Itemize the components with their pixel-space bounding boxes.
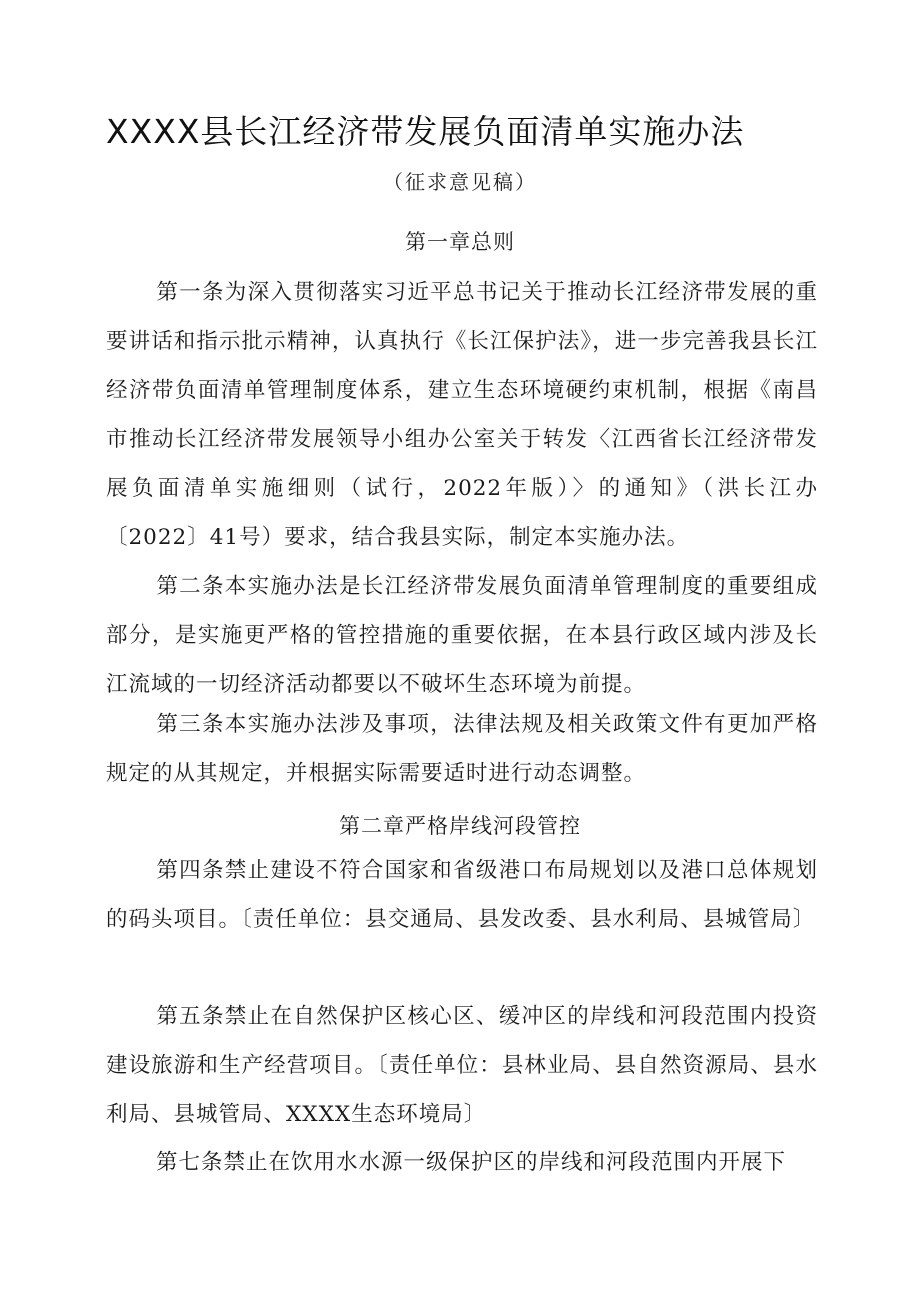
chapter-heading: 第一章总则 bbox=[405, 230, 515, 254]
article-text: 第七条禁止在饮用水水源一级保护区的岸线和河段范围内开展下 bbox=[156, 1150, 787, 1175]
article-paragraph bbox=[106, 846, 818, 944]
article-text: 第五条禁止在自然保护区核心区、缓冲区的岸线和河段范围内投资建设旅游和生产经营项目。〔责任单位：县林业局、县自然资源局、县水利局、县城管局、XXXX生态环境局〕 bbox=[106, 1004, 818, 1127]
document-title: XXXX县长江经济带发展负面清单实施办法 bbox=[106, 112, 745, 151]
article-paragraph bbox=[106, 562, 818, 709]
article-text: 第一条为深入贯彻落实习近平总书记关于推动长江经济带发展的重要讲话和指示批示精神，认真执行《长江保护法》，进一步完善我县长江经济带负面清单管理制度体系，建立生态环境硬约束机制，根据《南昌市推动长江经济带发展领导小组办公室关于转发〈江西省长江经济带发展负面清单实施细则（试行，2022年版）〉的通知》（洪长江办〔2022〕41号）要求，结合我县实际，制定本实施办法。 bbox=[106, 280, 818, 550]
document-subtitle: （征求意见稿） bbox=[383, 170, 537, 194]
article-paragraph bbox=[106, 268, 818, 562]
chapter-heading: 第二章严格岸线河段管控 bbox=[339, 814, 581, 838]
article-text: 第三条本实施办法涉及事项，法律法规及相关政策文件有更加严格规定的从其规定，并根据实际需要适时进行动态调整。 bbox=[106, 712, 818, 786]
article-paragraph bbox=[106, 700, 818, 798]
article-paragraph bbox=[106, 992, 818, 1139]
article-text: 第四条禁止建设不符合国家和省级港口布局规划以及港口总体规划的码头项目。〔责任单位：县交通局、县发改委、县水利局、县城管局〕 bbox=[106, 858, 818, 932]
article-paragraph bbox=[106, 1138, 818, 1187]
article-text: 第二条本实施办法是长江经济带发展负面清单管理制度的重要组成部分，是实施更严格的管控措施的重要依据，在本县行政区域内涉及长江流域的一切经济活动都要以不破坏生态环境为前提。 bbox=[106, 574, 818, 697]
